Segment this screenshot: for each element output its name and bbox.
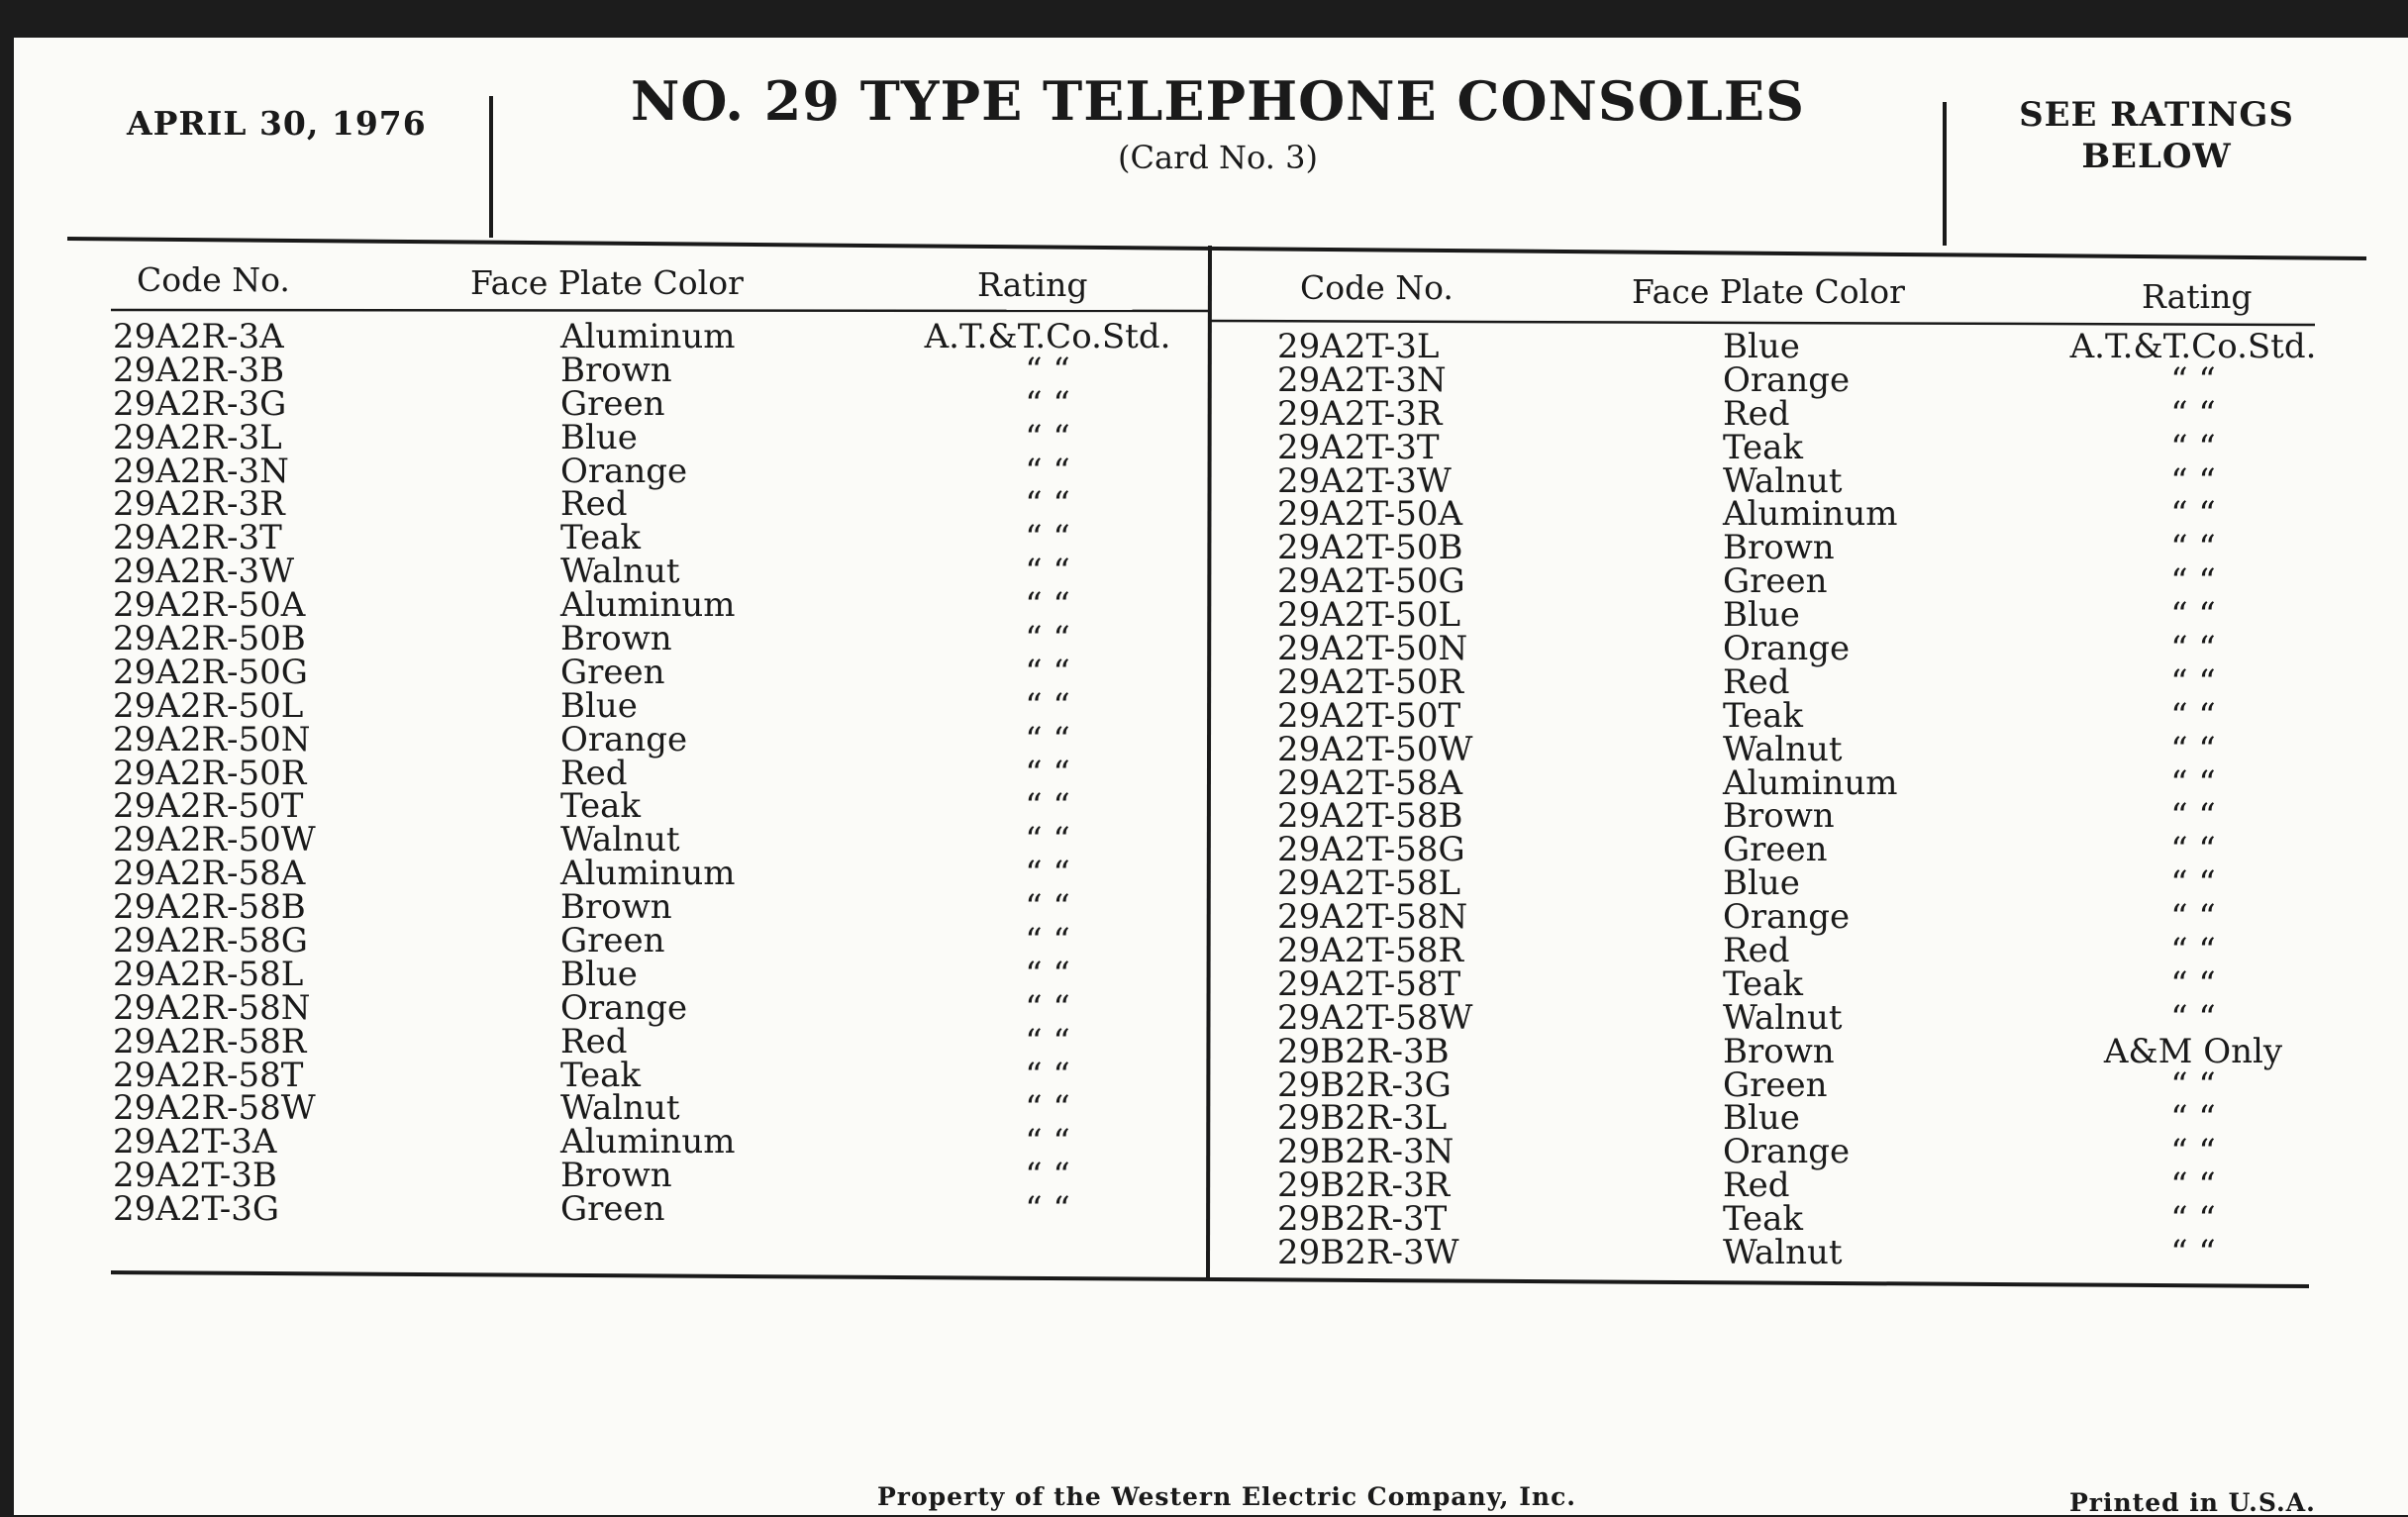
code-cell: 29A2R-3W: [113, 552, 295, 592]
code-cell: 29A2R-3L: [113, 417, 282, 457]
code-cell: 29A2T-58L: [1277, 863, 1461, 904]
rating-cell: A.T.&T.Co.Std.: [924, 317, 1171, 356]
code-cell: 29A2R-50A: [113, 585, 306, 626]
rating-cell: “ “: [2170, 427, 2216, 467]
code-cell: 29A2T-58A: [1277, 762, 1463, 803]
color-cell: Brown: [1723, 796, 1835, 837]
color-cell: Teak: [1723, 427, 1804, 467]
rating-cell: “ “: [2170, 561, 2216, 602]
table-row: [0, 997, 2408, 1038]
code-cell: 29A2T-58B: [1277, 796, 1463, 837]
code-cell: 29A2R-58A: [113, 854, 306, 894]
page-title: NO. 29 TYPE TELEPHONE CONSOLES: [630, 69, 1806, 133]
color-cell: Aluminum: [560, 854, 736, 894]
see-ratings-note: [1949, 94, 2364, 177]
rating-cell: “ “: [1025, 921, 1070, 961]
rating-cell: “ “: [1025, 719, 1070, 759]
color-cell: Brown: [1723, 1031, 1835, 1071]
color-cell: Teak: [1723, 963, 1804, 1004]
table-row: [0, 729, 2408, 769]
color-cell: Red: [1723, 661, 1790, 702]
card-number: (Card No. 3): [1118, 139, 1318, 176]
color-cell: Aluminum: [1723, 762, 1898, 803]
color-cell: Green: [560, 921, 665, 961]
table-row: [0, 327, 2408, 366]
color-cell: Blue: [560, 417, 638, 457]
rating-cell: “ “: [1025, 518, 1070, 558]
table-row: [0, 528, 2408, 568]
table-row: [0, 695, 2408, 736]
right-table: [0, 327, 2408, 1273]
table-row: [0, 762, 2408, 803]
code-cell: 29A2R-50L: [113, 685, 304, 726]
rating-cell: “ “: [1025, 451, 1070, 491]
code-cell: 29A2R-3B: [113, 350, 285, 390]
color-cell: Orange: [560, 451, 688, 491]
code-cell: 29A2T-50L: [1277, 595, 1461, 636]
rating-cell: “ “: [2170, 1132, 2216, 1172]
rating-cell: “ “: [2170, 863, 2216, 904]
rating-cell: “ “: [1025, 1088, 1070, 1129]
rating-cell: “ “: [2170, 1098, 2216, 1139]
code-cell: 29B2R-3R: [1277, 1165, 1451, 1206]
color-cell: Green: [1723, 830, 1828, 870]
code-cell: 29A2T-58R: [1277, 931, 1464, 971]
rating-cell: “ “: [2170, 897, 2216, 938]
code-cell: 29A2T-3G: [113, 1189, 280, 1230]
color-cell: Walnut: [560, 1088, 680, 1129]
table-row: [0, 1132, 2408, 1172]
color-cell: Orange: [1723, 629, 1851, 669]
table-row: [0, 1064, 2408, 1105]
color-cell: Green: [1723, 561, 1828, 602]
table-row: [0, 629, 2408, 669]
color-cell: Aluminum: [560, 585, 736, 626]
table-row: [0, 931, 2408, 971]
code-cell: 29A2T-3N: [1277, 359, 1447, 400]
rating-cell: “ “: [1025, 753, 1070, 793]
rating-cell: “ “: [2170, 1233, 2216, 1273]
color-cell: Red: [560, 1021, 628, 1062]
color-cell: Red: [1723, 393, 1790, 434]
code-cell: 29A2T-50W: [1277, 729, 1473, 769]
color-cell: Green: [560, 1189, 665, 1230]
code-cell: 29B2R-3B: [1277, 1031, 1450, 1071]
rating-cell: A.T.&T.Co.Std.: [2069, 327, 2317, 366]
code-cell: 29A2T-3T: [1277, 427, 1440, 467]
col-header-color-left: Face Plate Color: [470, 263, 744, 302]
color-cell: Aluminum: [1723, 494, 1898, 535]
issue-date: APRIL 30, 1976: [127, 104, 427, 143]
table-row: [0, 1199, 2408, 1240]
property-notice: Property of the Western Electric Company, Inc.: [877, 1482, 1577, 1511]
color-cell: Teak: [560, 518, 642, 558]
table-row: [0, 393, 2408, 434]
rating-cell: “ “: [2170, 1165, 2216, 1206]
see-ratings-line1: SEE RATINGS: [2019, 95, 2294, 135]
rating-cell: “ “: [2170, 393, 2216, 434]
code-cell: 29A2T-3L: [1277, 327, 1440, 366]
code-cell: 29A2R-58B: [113, 887, 306, 928]
rating-cell: “ “: [2170, 963, 2216, 1004]
rating-cell: “ “: [1025, 417, 1070, 457]
rating-cell: “ “: [1025, 1055, 1070, 1095]
color-cell: Brown: [560, 619, 672, 659]
rating-cell: A&M Only: [2103, 1031, 2283, 1071]
code-cell: 29A2T-58G: [1277, 830, 1465, 870]
header-divider-left: [489, 96, 493, 238]
rating-cell: “ “: [1025, 552, 1070, 592]
code-cell: 29B2R-3T: [1277, 1199, 1448, 1240]
code-cell: 29A2R-50R: [113, 753, 307, 793]
code-cell: 29A2R-58G: [113, 921, 308, 961]
code-cell: 29B2R-3L: [1277, 1098, 1448, 1139]
color-cell: Blue: [1723, 595, 1800, 636]
col-header-color-right: Face Plate Color: [1632, 272, 1905, 311]
color-cell: Aluminum: [560, 317, 736, 356]
table-row: [0, 661, 2408, 702]
rating-cell: “ “: [2170, 729, 2216, 769]
code-cell: 29A2T-3W: [1277, 460, 1452, 501]
color-cell: Orange: [560, 719, 688, 759]
color-cell: Brown: [560, 887, 672, 928]
code-cell: 29A2R-58T: [113, 1055, 304, 1095]
code-cell: 29A2R-50N: [113, 719, 311, 759]
color-cell: Teak: [1723, 695, 1804, 736]
color-cell: Green: [560, 383, 665, 424]
table-row: [0, 863, 2408, 904]
color-cell: Blue: [560, 685, 638, 726]
see-ratings-line2: BELOW: [2081, 137, 2232, 176]
rating-cell: “ “: [1025, 820, 1070, 860]
code-cell: 29A2T-3B: [113, 1156, 277, 1196]
rating-cell: “ “: [1025, 887, 1070, 928]
code-cell: 29A2R-3T: [113, 518, 282, 558]
table-row: [0, 494, 2408, 535]
code-cell: 29A2T-50N: [1277, 629, 1468, 669]
rating-cell: “ “: [1025, 1021, 1070, 1062]
code-cell: 29A2T-50T: [1277, 695, 1461, 736]
color-cell: Orange: [1723, 1132, 1851, 1172]
color-cell: Orange: [560, 987, 688, 1028]
code-cell: 29A2T-50A: [1277, 494, 1463, 535]
rating-cell: “ “: [2170, 931, 2216, 971]
table-row: [0, 796, 2408, 837]
color-cell: Blue: [560, 954, 638, 994]
code-cell: 29A2T-50R: [1277, 661, 1464, 702]
col-header-code-left: Code No.: [137, 260, 290, 299]
color-cell: Brown: [1723, 528, 1835, 568]
col-header-rating-left: Rating: [977, 265, 1088, 304]
code-cell: 29A2T-50G: [1277, 561, 1465, 602]
code-cell: 29A2T-58T: [1277, 963, 1461, 1004]
color-cell: Walnut: [1723, 997, 1843, 1038]
color-cell: Walnut: [1723, 460, 1843, 501]
color-cell: Red: [560, 484, 628, 525]
color-cell: Blue: [1723, 327, 1800, 366]
color-cell: Brown: [560, 1156, 672, 1196]
rating-cell: “ “: [1025, 350, 1070, 390]
table-row: [0, 359, 2408, 400]
code-cell: 29A2R-3A: [113, 317, 284, 356]
rating-cell: “ “: [2170, 762, 2216, 803]
table-row: [0, 897, 2408, 938]
rating-cell: “ “: [1025, 954, 1070, 994]
color-cell: Green: [1723, 1064, 1828, 1105]
table-row: [0, 427, 2408, 467]
table-row: [0, 595, 2408, 636]
color-cell: Walnut: [560, 552, 680, 592]
color-cell: Blue: [1723, 1098, 1800, 1139]
code-cell: 29A2R-50T: [113, 786, 304, 827]
rating-cell: “ “: [1025, 383, 1070, 424]
color-cell: Walnut: [1723, 1233, 1843, 1273]
rating-cell: “ “: [1025, 484, 1070, 525]
table-row: [0, 1233, 2408, 1273]
table-row: [0, 963, 2408, 1004]
rating-cell: “ “: [2170, 359, 2216, 400]
code-cell: 29A2R-58L: [113, 954, 304, 994]
rating-cell: “ “: [2170, 997, 2216, 1038]
code-cell: 29A2T-58N: [1277, 897, 1468, 938]
rating-cell: “ “: [1025, 585, 1070, 626]
color-cell: Walnut: [560, 820, 680, 860]
rating-cell: “ “: [1025, 854, 1070, 894]
color-cell: Teak: [560, 786, 642, 827]
table-row: [0, 1031, 2408, 1071]
table-row: [0, 1165, 2408, 1206]
color-cell: Walnut: [1723, 729, 1843, 769]
color-cell: Teak: [1723, 1199, 1804, 1240]
rating-cell: “ “: [2170, 494, 2216, 535]
rating-cell: “ “: [2170, 595, 2216, 636]
code-cell: 29B2R-3N: [1277, 1132, 1455, 1172]
rating-cell: “ “: [1025, 685, 1070, 726]
rating-cell: “ “: [1025, 987, 1070, 1028]
code-cell: 29A2R-3N: [113, 451, 289, 491]
code-cell: 29B2R-3W: [1277, 1233, 1459, 1273]
rating-cell: “ “: [2170, 1199, 2216, 1240]
code-cell: 29A2T-3R: [1277, 393, 1443, 434]
color-cell: Red: [1723, 1165, 1790, 1206]
rating-cell: “ “: [2170, 661, 2216, 702]
code-cell: 29A2R-50G: [113, 652, 308, 692]
color-cell: Teak: [560, 1055, 642, 1095]
code-cell: 29B2R-3G: [1277, 1064, 1452, 1105]
rating-cell: “ “: [2170, 830, 2216, 870]
col-header-rating-right: Rating: [2142, 277, 2253, 316]
color-cell: Brown: [560, 350, 672, 390]
rating-cell: “ “: [1025, 619, 1070, 659]
color-cell: Orange: [1723, 359, 1851, 400]
rating-cell: “ “: [2170, 1064, 2216, 1105]
rating-cell: “ “: [1025, 652, 1070, 692]
color-cell: Red: [560, 753, 628, 793]
rating-cell: “ “: [1025, 1189, 1070, 1230]
code-cell: 29A2T-58W: [1277, 997, 1473, 1038]
color-cell: Blue: [1723, 863, 1800, 904]
rating-cell: “ “: [2170, 528, 2216, 568]
table-row: [0, 460, 2408, 501]
color-cell: Orange: [1723, 897, 1851, 938]
code-cell: 29A2R-3R: [113, 484, 285, 525]
code-cell: 29A2R-3G: [113, 383, 287, 424]
rating-cell: “ “: [1025, 786, 1070, 827]
rating-cell: “ “: [2170, 629, 2216, 669]
color-cell: Aluminum: [560, 1122, 736, 1163]
printed-notice: Printed in U.S.A.: [2069, 1488, 2316, 1517]
code-cell: 29A2R-58R: [113, 1021, 307, 1062]
rating-cell: “ “: [1025, 1122, 1070, 1163]
rating-cell: “ “: [1025, 1156, 1070, 1196]
code-cell: 29A2T-50B: [1277, 528, 1463, 568]
rating-cell: “ “: [2170, 695, 2216, 736]
code-cell: 29A2R-50W: [113, 820, 316, 860]
code-cell: 29A2R-50B: [113, 619, 306, 659]
table-row: [0, 561, 2408, 602]
code-cell: 29A2T-3A: [113, 1122, 277, 1163]
table-row: [0, 1098, 2408, 1139]
code-cell: 29A2R-58W: [113, 1088, 316, 1129]
color-cell: Red: [1723, 931, 1790, 971]
col-header-code-right: Code No.: [1300, 268, 1454, 307]
color-cell: Green: [560, 652, 665, 692]
rating-cell: “ “: [2170, 460, 2216, 501]
header-divider-right: [1943, 102, 1947, 246]
code-cell: 29A2R-58N: [113, 987, 311, 1028]
rating-cell: “ “: [2170, 796, 2216, 837]
table-row: [0, 830, 2408, 870]
